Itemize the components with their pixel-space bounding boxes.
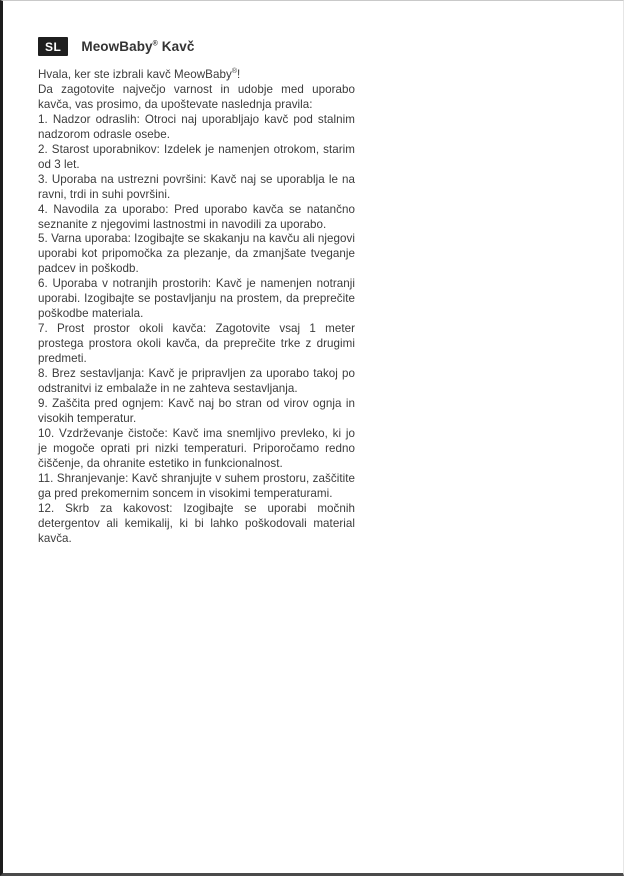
rule-item-5: 5. Varna uporaba: Izogibajte se skakanju na kavču ali njegovi uporabi kot pripomočka za plezanje, da zmanjšate tveganje padcev in poškodb. bbox=[38, 232, 355, 276]
registered-trademark-symbol: ® bbox=[152, 40, 158, 48]
rule-item-10: 10. Vzdrževanje čistoče: Kavč ima snemljivo prevleko, ki jo je mogoče oprati pri nizki temperaturi. Priporočamo redno čiščenje, da ohranite estetiko in funkcionalnost. bbox=[38, 426, 355, 470]
page-header bbox=[38, 37, 355, 56]
language-badge: SL bbox=[38, 37, 68, 56]
rule-item-3: 3. Uporaba na ustrezni površini: Kavč naj se uporablja le na ravni, trdi in suhi površini. bbox=[38, 172, 355, 201]
rule-item-12: 12. Skrb za kakovost: Izogibajte se uporabi močnih detergentov ali kemikalij, ki bi lahko poškodovali material kavča. bbox=[38, 501, 355, 545]
page-title bbox=[81, 39, 194, 54]
rule-item-11: 11. Shranjevanje: Kavč shranjujte v suhem prostoru, zaščitite ga pred prekomernim soncem in visokimi temperaturami. bbox=[38, 471, 355, 500]
rule-item-2: 2. Starost uporabnikov: Izdelek je namenjen otrokom, starim od 3 let. bbox=[38, 142, 355, 171]
registered-trademark-symbol: ® bbox=[231, 68, 238, 76]
rule-item-8: 8. Brez sestavljanja: Kavč je pripravljen za uporabo takoj po odstranitvi iz embalaže in ne zahteva sestavljanja. bbox=[38, 367, 355, 396]
rule-item-7: 7. Prost prostor okoli kavča: Zagotovite vsaj 1 meter prostega prostora okoli kavča, da preprečite trke z drugimi predmeti. bbox=[38, 322, 355, 366]
guidelines-intro: Da zagotovite največjo varnost in udobje med uporabo kavča, vas prosimo, da upoštevate naslednja pravila: bbox=[38, 82, 355, 111]
thanks-text: Hvala, ker ste izbrali kavč MeowBaby bbox=[38, 68, 232, 81]
rule-item-9: 9. Zaščita pred ognjem: Kavč naj bo stran od virov ognja in visokih temperatur. bbox=[38, 396, 355, 425]
brand-name: MeowBaby bbox=[81, 39, 153, 54]
thanks-punctuation: ! bbox=[237, 68, 241, 81]
page-content bbox=[38, 37, 355, 547]
rule-item-1: 1. Nadzor odraslih: Otroci naj uporabljajo kavč pod stalnim nadzorom odrasle osebe. bbox=[38, 112, 355, 141]
manual-body bbox=[38, 68, 355, 547]
rule-item-6: 6. Uporaba v notranjih prostorih: Kavč je namenjen notranji uporabi. Izogibajte se postavljanju na prostem, da preprečite poškodbe materiala. bbox=[38, 277, 355, 321]
product-name: Kavč bbox=[161, 39, 195, 54]
thanks-line bbox=[38, 68, 355, 83]
rule-item-4: 4. Navodila za uporabo: Pred uporabo kavča se natančno seznanite z njegovimi lastnostmi in navodili za uporabo. bbox=[38, 202, 355, 231]
